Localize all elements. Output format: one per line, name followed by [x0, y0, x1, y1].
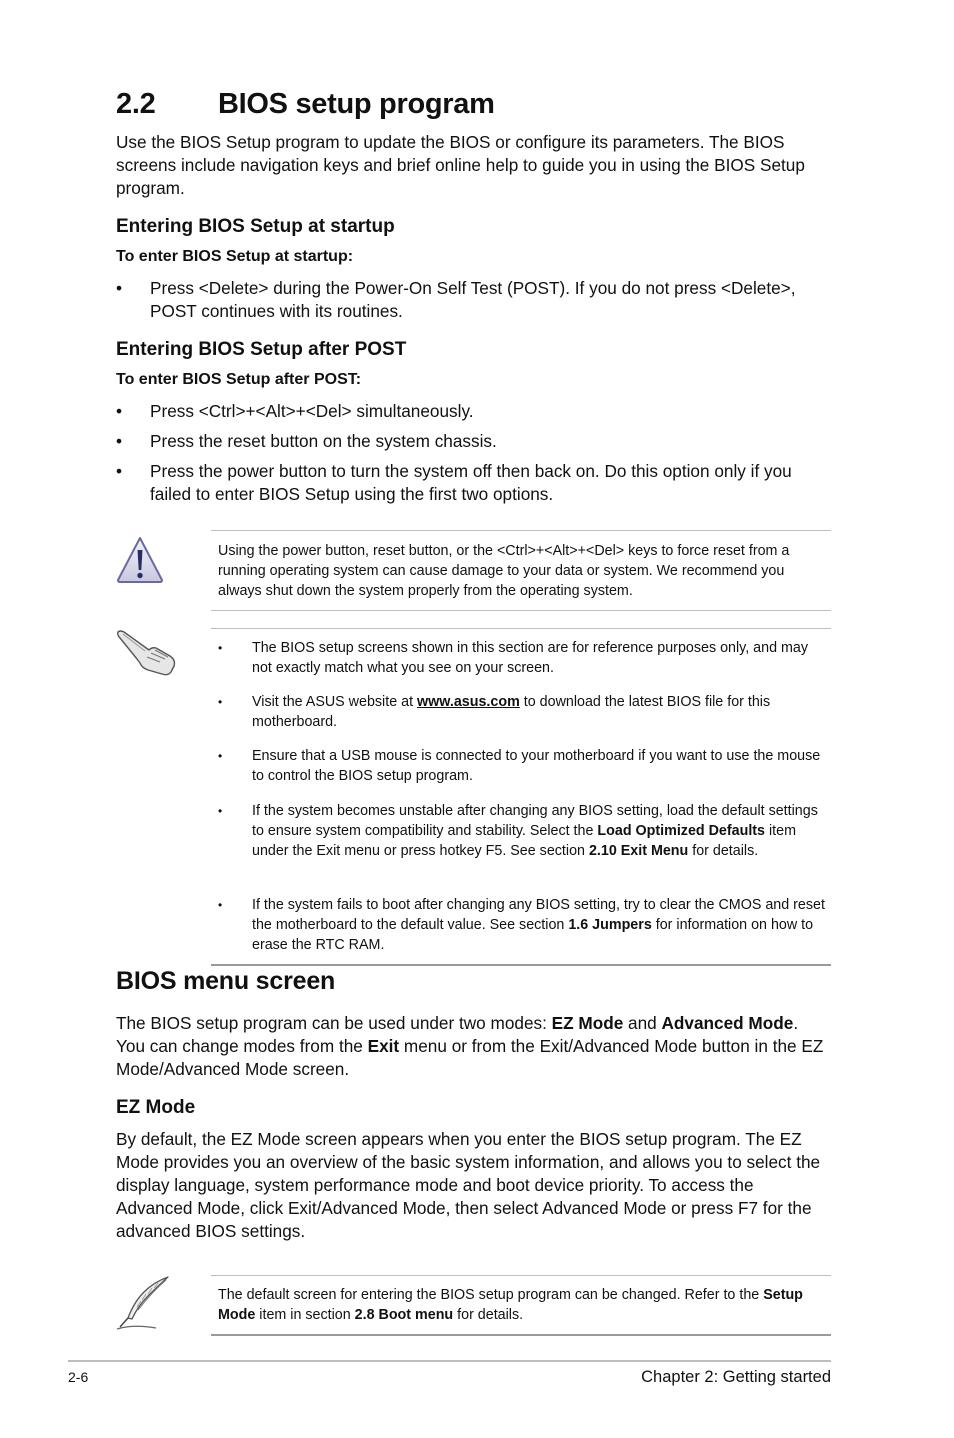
- tip-top-rule: [211, 1275, 831, 1276]
- note-text: The BIOS setup screens shown in this section are for reference purposes only, and may not exactly match what you see on your screen.: [252, 640, 809, 676]
- note-item: [218, 638, 828, 678]
- note-text: Ensure that a USB mouse is connected to your motherboard if you want to use the mouse to control the BIOS setup program.: [252, 748, 821, 784]
- note-text: Visit the ASUS website at www.asus.com to download the latest BIOS file for this motherboard.: [252, 694, 771, 730]
- intro-paragraph: Use the BIOS Setup program to update the BIOS or configure its parameters. The BIOS screens include navigation keys and brief online help to guide you in using the BIOS Setup program.: [116, 132, 805, 198]
- startup-bullet: [116, 277, 831, 323]
- bullet-marker: •: [218, 641, 223, 655]
- tip-bottom-rule: [211, 1334, 831, 1336]
- bullet-text: Press <Delete> during the Power-On Self Test (POST). If you do not press <Delete>, POST continues with its routines.: [150, 278, 796, 321]
- section-title: BIOS setup program: [218, 88, 495, 120]
- note-text: If the system fails to boot after changing any BIOS setting, try to clear the CMOS and reset the motherboard to the default value. See section 1.6 Jumpers for information on how to erase the RTC RAM.: [252, 897, 825, 953]
- menu-heading: BIOS menu screen: [116, 967, 336, 995]
- notes-bottom-rule: [211, 964, 831, 966]
- startup-subheading: Entering BIOS Setup at startup: [116, 216, 395, 237]
- footer-rule: [68, 1360, 831, 1362]
- bullet-marker: •: [116, 431, 123, 451]
- section-heading: [116, 88, 495, 121]
- notes-top-rule: [211, 628, 831, 629]
- bullet-marker: •: [218, 695, 223, 709]
- warning-note-text: Using the power button, reset button, or the <Ctrl>+<Alt>+<Del> keys to force reset from a running operating system can cause damage to your data or system. We recommend you always shut down the system properly from the operating system.: [218, 543, 790, 599]
- after-post-bullet: [116, 460, 831, 506]
- bullet-marker: •: [116, 461, 123, 481]
- bullet-text: Press the power button to turn the system off then back on. Do this option only if you failed to enter BIOS Setup using the first two options.: [150, 461, 792, 504]
- note-item: [218, 692, 828, 732]
- ez-mode-subheading: EZ Mode: [116, 1097, 196, 1118]
- note-item: [218, 746, 828, 786]
- quill-pen-icon: [114, 1274, 172, 1332]
- note-text: If the system becomes unstable after changing any BIOS setting, load the default settings to ensure system compatibility and stability. Select the Load Optimized Defaults item under the Exit menu or press hotkey F5. See section 2.10 Exit Menu for details.: [252, 803, 818, 859]
- bullet-marker: •: [218, 749, 223, 763]
- after-post-bullet: [116, 400, 831, 423]
- bullet-marker: •: [218, 804, 223, 818]
- chapter-label: Chapter 2: Getting started: [641, 1368, 831, 1386]
- warning-triangle-icon: [115, 535, 165, 585]
- note-item: [218, 801, 828, 861]
- pointing-hand-icon: [115, 627, 179, 677]
- bullet-marker: •: [116, 278, 123, 298]
- asus-website-link[interactable]: www.asus.com: [417, 694, 520, 710]
- bullet-text: Press the reset button on the system chassis.: [150, 431, 497, 451]
- startup-label: To enter BIOS Setup at startup:: [116, 248, 354, 265]
- tip-note-text: The default screen for entering the BIOS setup program can be changed. Refer to the Setup Mode item in section 2.8 Boot menu for details.: [218, 1287, 803, 1323]
- menu-paragraph: The BIOS setup program can be used under two modes: EZ Mode and Advanced Mode. You can change modes from the Exit menu or from the Exit/Advanced Mode button in the EZ Mode/Advanced Mode screen.: [116, 1013, 824, 1079]
- note-item: [218, 895, 828, 955]
- ez-mode-paragraph: By default, the EZ Mode screen appears when you enter the BIOS setup program. The EZ Mode provides you an overview of the basic system information, and allows you to select the display language, system performance mode and boot device priority. To access the Advanced Mode, click Exit/Advanced Mode, then select Advanced Mode or press F7 for the advanced BIOS settings.: [116, 1129, 821, 1241]
- after-post-subheading: Entering BIOS Setup after POST: [116, 339, 407, 360]
- page-number: 2-6: [68, 1369, 89, 1385]
- after-post-label: To enter BIOS Setup after POST:: [116, 371, 362, 388]
- bullet-text: Press <Ctrl>+<Alt>+<Del> simultaneously.: [150, 401, 474, 421]
- after-post-bullet: [116, 430, 831, 453]
- bullet-marker: •: [116, 401, 123, 421]
- warning-bottom-rule: [211, 610, 831, 611]
- section-number: 2.2: [116, 88, 156, 120]
- bullet-marker: •: [218, 898, 223, 912]
- warning-top-rule: [211, 530, 831, 531]
